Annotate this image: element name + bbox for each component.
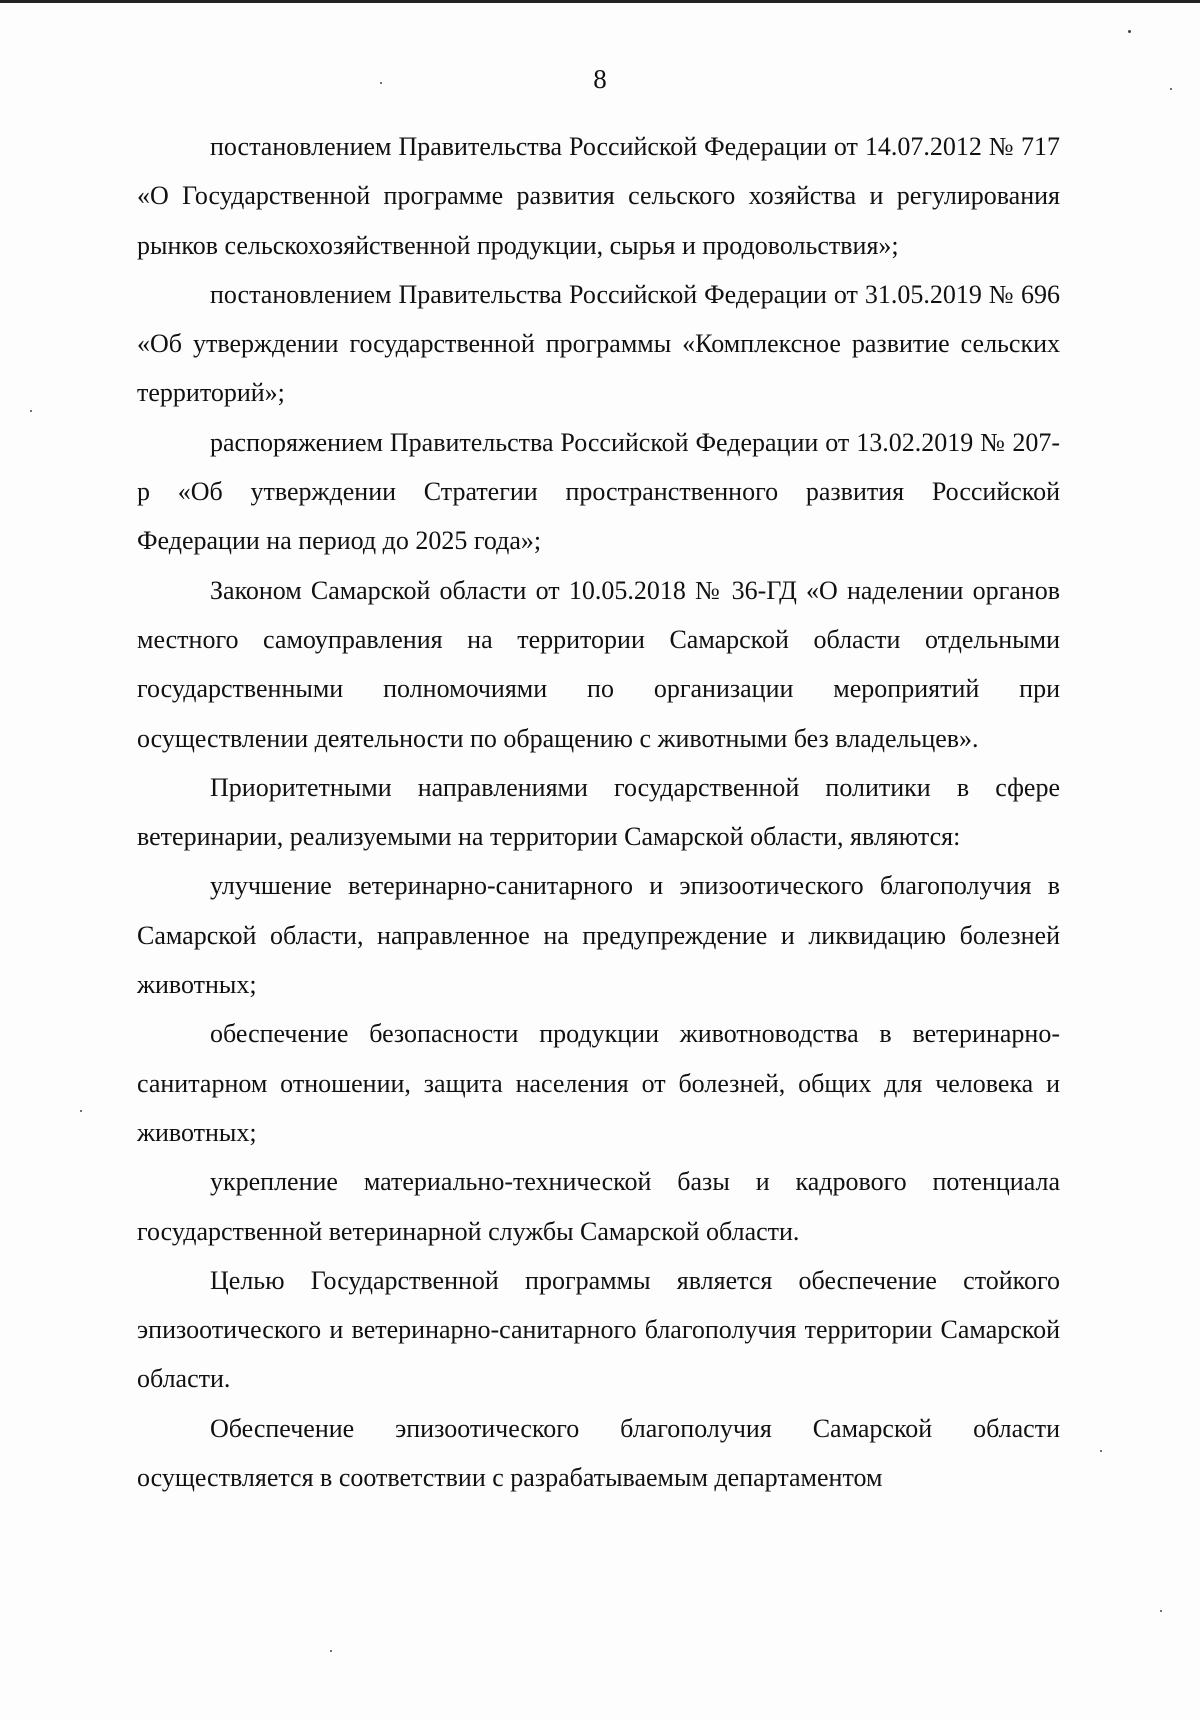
paragraph-priority-infrastructure: укрепление материально-технической базы и кадрового потенциала государственной ветеринарной службы Самарской области.: [137, 1167, 1060, 1246]
scan-top-edge: [0, 0, 1200, 3]
scan-speck: [1100, 1450, 1102, 1452]
page-number: 8: [593, 64, 607, 94]
scan-speck: [1128, 30, 1131, 33]
paragraph-priority-welfare: улучшение ветеринарно-санитарного и эпизоотического благополучия в Самарской области, направленное на предупреждение и ликвидацию болезней животных;: [137, 871, 1060, 1000]
paragraph-decree-717: постановлением Правительства Российской Федерации от 14.07.2012 № 717 «О Государственной программе развития сельского хозяйства и регулирования рынков сельскохозяйственной продукции, сырья и продовольствия»;: [137, 132, 1060, 260]
scan-speck: [330, 1650, 332, 1652]
paragraph-priorities-intro: Приоритетными направлениями государственной политики в сфере ветеринарии, реализуемыми на территории Самарской области, являются:: [137, 772, 1060, 852]
paragraph-priority-safety: обеспечение безопасности продукции животноводства в ветеринарно-санитарном отношении, защита населения от болезней, общих для человека и животных;: [137, 1019, 1060, 1147]
scan-speck: [80, 1110, 82, 1112]
paragraph-order-207r: распоряжением Правительства Российской Федерации от 13.02.2019 № 207-р «Об утверждении Стратегии пространственного развития Российской Федерации на период до 2025 года»;: [137, 427, 1060, 556]
paragraph-program-goal: Целью Государственной программы является обеспечение стойкого эпизоотического и ветеринарно-санитарного благополучия территории Самарской области.: [137, 1265, 1060, 1394]
scan-speck: [30, 410, 32, 412]
paragraph-law-36gd: Законом Самарской области от 10.05.2018 № 36-ГД «О наделении органов местного самоуправления на территории Самарской области отдельными государственными полномочиями по организации мероприятий при осуществлении деятельности по обращению с животными без владельцев».: [137, 575, 1060, 753]
document-body: [137, 122, 1060, 1502]
paragraph-decree-696: постановлением Правительства Российской Федерации от 31.05.2019 № 696 «Об утверждении государственной программы «Комплексное развитие сельских территорий»;: [137, 279, 1060, 408]
scan-speck: [380, 82, 382, 84]
scan-speck: [1170, 88, 1172, 90]
scan-speck: [1160, 1610, 1162, 1612]
paragraph-welfare-provision: Обеспечение эпизоотического благополучия Самарской области осуществляется в соответствии с разрабатываемым департаментом: [137, 1413, 1060, 1493]
